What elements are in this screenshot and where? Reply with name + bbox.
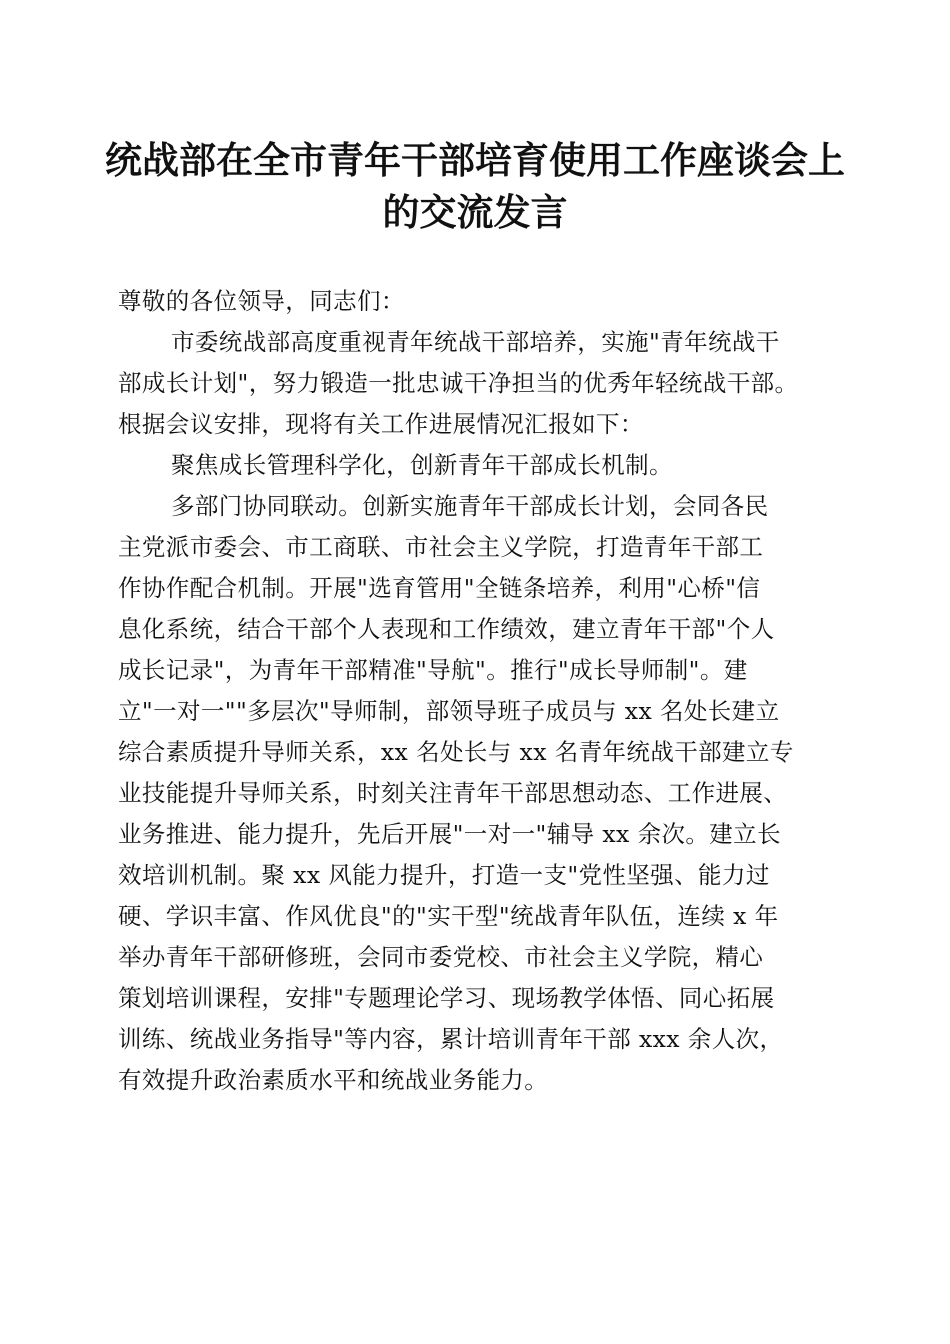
paragraph-line: 根据会议安排，现将有关工作进展情况汇报如下： [118, 410, 644, 438]
paragraph-line: 训练、统战业务指导"等内容，累计培训青年干部 xxx 余人次， [118, 1025, 784, 1053]
paragraph-line: 业技能提升导师关系，时刻关注青年干部思想动态、工作进展、 [118, 779, 788, 807]
paragraph-line: 息化系统，结合干部个人表现和工作绩效，建立青年干部"个人 [118, 615, 775, 643]
paragraph-line: 策划培训课程，安排"专题理论学习、现场教学体悟、同心拓展 [118, 984, 775, 1012]
document-body [118, 281, 838, 1101]
paragraph-line: 综合素质提升导师关系，xx 名处长与 xx 名青年统战干部建立专 [118, 738, 794, 766]
paragraph-line: 作协作配合机制。开展"选育管用"全链条培养，利用"心桥"信 [118, 574, 761, 602]
document-title [100, 134, 850, 238]
paragraph-line: 硬、学识丰富、作风优良"的"实干型"统战青年队伍，连续 x 年 [118, 902, 779, 930]
paragraph-line: 部成长计划"，努力锻造一批忠诚干净担当的优秀年轻统战干部。 [118, 369, 799, 397]
title-line: 的交流发言 [382, 190, 568, 234]
title-line: 统战部在全市青年干部培育使用工作座谈会上 [105, 138, 845, 182]
paragraph-intro [118, 322, 838, 445]
paragraph-line: 成长记录"，为青年干部精准"导航"。推行"成长导师制"。建 [118, 656, 748, 684]
paragraph-main [118, 486, 838, 1101]
paragraph-line: 多部门协同联动。创新实施青年干部成长计划，会同各民 [171, 492, 769, 520]
paragraph-line: 业务推进、能力提升，先后开展"一对一"辅导 xx 余次。建立长 [118, 820, 781, 848]
section-heading [118, 445, 838, 486]
salutation: 尊敬的各位领导，同志们： [118, 287, 405, 315]
paragraph-line: 市委统战部高度重视青年统战干部培养，实施"青年统战干 [171, 328, 780, 356]
paragraph-line: 有效提升政治素质水平和统战业务能力。 [118, 1066, 549, 1094]
paragraph-line: 主党派市委会、市工商联、市社会主义学院，打造青年干部工 [118, 533, 764, 561]
paragraph-line: 聚焦成长管理科学化，创新青年干部成长机制。 [171, 451, 673, 479]
paragraph-line: 效培训机制。聚 xx 风能力提升，打造一支"党性坚强、能力过 [118, 861, 770, 889]
paragraph-line: 举办青年干部研修班，会同市委党校、市社会主义学院，精心 [118, 943, 764, 971]
paragraph-line: 立"一对一""多层次"导师制，部领导班子成员与 xx 名处长建立 [118, 697, 780, 725]
